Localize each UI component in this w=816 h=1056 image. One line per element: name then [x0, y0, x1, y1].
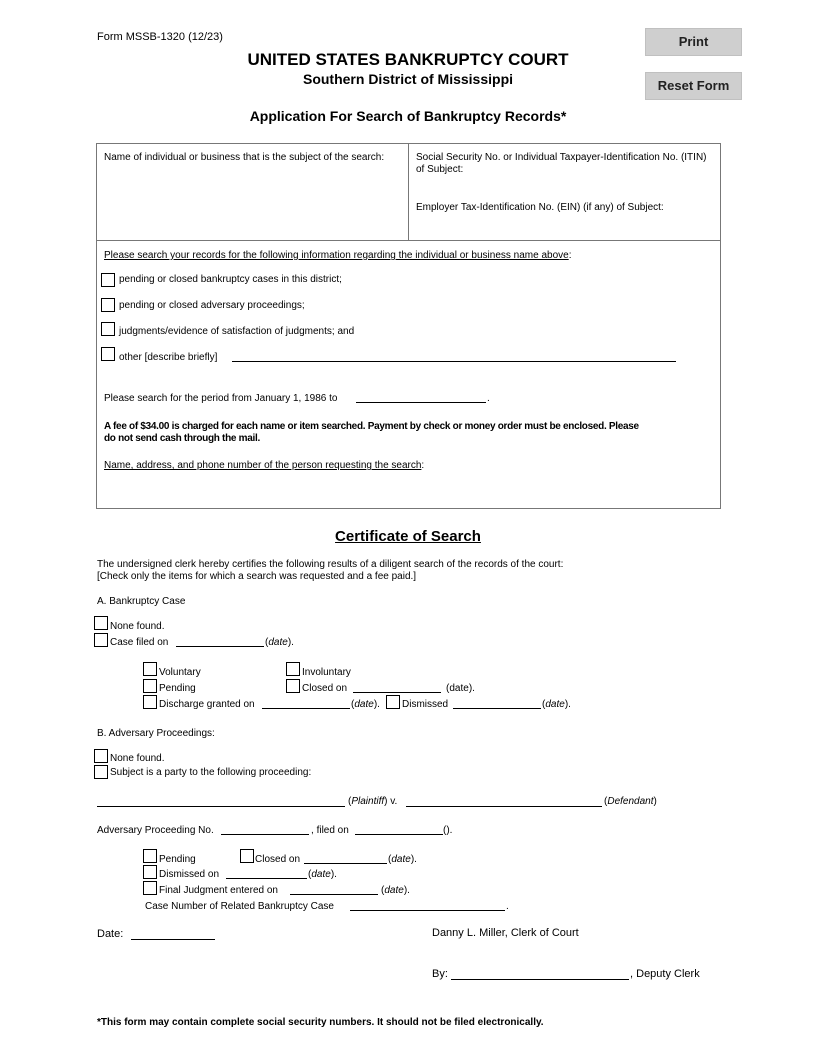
certificate-title: Certificate of Search [335, 528, 481, 545]
form-number: Form MSSB-1320 (12/23) [97, 31, 223, 43]
reset-form-button[interactable]: Reset Form [645, 72, 742, 100]
final-judgment-date-line[interactable] [290, 894, 378, 895]
checkbox-final-judgment[interactable] [143, 881, 157, 895]
search-period-end-line[interactable] [356, 402, 486, 403]
adv-filed-date-line[interactable] [355, 834, 443, 835]
a-closed-date-line[interactable] [353, 692, 441, 693]
certificate-intro-1: The undersigned clerk hereby certifies the following results of a diligent search of the records of the court: [97, 559, 564, 570]
search-instruction: Please search your records for the following information regarding the individual or business name above: [104, 250, 572, 261]
certificate-intro-2: [Check only the items for which a search was requested and a fee paid.] [97, 571, 417, 582]
subject-name-label: Name of individual or business that is the subject of the search: [104, 152, 385, 163]
final-judgment-date-italic: date [384, 885, 404, 896]
dismissed-date-line[interactable] [453, 708, 541, 709]
adv-filed-date: (). [443, 825, 453, 836]
discharge-date: (date). [351, 699, 380, 710]
adv-filed-on: , filed on [311, 825, 349, 836]
checkbox-b-subject-party[interactable] [94, 765, 108, 779]
by-line[interactable] [451, 979, 629, 980]
a-none-found-label: None found. [110, 621, 165, 632]
checkbox-b-pending[interactable] [143, 849, 157, 863]
plaintiff-caption: (Plaintiff) v. [348, 796, 398, 807]
district-title: Southern District of Mississippi [302, 71, 514, 87]
checkbox-judgments[interactable] [101, 322, 115, 336]
discharge-date-line[interactable] [262, 708, 350, 709]
b-closed-date-line[interactable] [304, 863, 387, 864]
adv-filed-on-text: filed on [316, 825, 349, 836]
involuntary-label: Involuntary [302, 667, 351, 678]
adv-proc-no-line[interactable] [221, 834, 309, 835]
b-none-found-label: None found. [110, 753, 165, 764]
application-title: Application For Search of Bankruptcy Records* [249, 108, 567, 124]
final-judgment-label: Final Judgment entered on [159, 885, 278, 896]
court-title: UNITED STATES BANKRUPTCY COURT [247, 50, 569, 69]
plaintiff-line[interactable] [97, 806, 345, 807]
box-divider-vertical [408, 143, 409, 240]
versus-text: v. [390, 796, 398, 807]
defendant-italic: Defendant [607, 796, 654, 807]
dismissed-date-italic: date [545, 699, 565, 710]
option-bankruptcy-cases: pending or closed bankruptcy cases in this district; [119, 274, 342, 285]
a-case-filed-date-line[interactable] [176, 646, 264, 647]
b-dismissed-date-line[interactable] [226, 878, 307, 879]
option-adversary-proceedings: pending or closed adversary proceedings; [119, 300, 305, 311]
checkbox-a-pending[interactable] [143, 679, 157, 693]
dismissed-label: Dismissed [402, 699, 449, 710]
b-subject-party-label: Subject is a party to the following proceeding: [110, 767, 312, 778]
checkbox-other[interactable] [101, 347, 115, 361]
b-dismissed-date: (date). [308, 869, 337, 880]
search-period-label: Please search for the period from January 1, 1986 to [104, 393, 338, 404]
date-label: Date: [97, 928, 124, 940]
checkbox-voluntary[interactable] [143, 662, 157, 676]
search-instruction-text: Please search your records for the following information regarding the individual or business name above [104, 250, 569, 261]
section-b-heading: B. Adversary Proceedings: [97, 728, 215, 739]
checkbox-discharge[interactable] [143, 695, 157, 709]
checkbox-a-case-filed[interactable] [94, 633, 108, 647]
discharge-label: Discharge granted on [159, 699, 255, 710]
b-pending-label: Pending [159, 854, 196, 865]
requester-label: Name, address, and phone number of the person requesting the search: [104, 460, 425, 471]
period-dot: . [487, 393, 490, 404]
ein-label: Employer Tax-Identification No. (EIN) (if any) of Subject: [416, 202, 664, 213]
a-closed-date: (date). [446, 683, 475, 694]
related-case-dot: . [506, 901, 509, 912]
a-case-filed-label: Case filed on [110, 637, 169, 648]
checkbox-involuntary[interactable] [286, 662, 300, 676]
plaintiff-italic: Plaintiff [351, 796, 385, 807]
a-pending-label: Pending [159, 683, 196, 694]
discharge-date-italic: date [354, 699, 374, 710]
dismissed-date: (date). [542, 699, 571, 710]
checkbox-b-dismissed[interactable] [143, 865, 157, 879]
a-closed-date-text: date [449, 683, 469, 694]
checkbox-dismissed[interactable] [386, 695, 400, 709]
option-judgments: judgments/evidence of satisfaction of judgments; and [119, 326, 355, 337]
checkbox-a-closed[interactable] [286, 679, 300, 693]
b-dismissed-date-italic: date [311, 869, 331, 880]
deputy-clerk: , Deputy Clerk [630, 968, 700, 980]
deputy-clerk-text: Deputy Clerk [636, 968, 700, 980]
checkbox-b-none-found[interactable] [94, 749, 108, 763]
requester-label-text: Name, address, and phone number of the person requesting the search [104, 460, 422, 471]
section-a-heading: A. Bankruptcy Case [97, 596, 186, 607]
voluntary-label: Voluntary [159, 667, 201, 678]
footer-note: *This form may contain complete social security numbers. It should not be filed electronically. [97, 1017, 544, 1028]
b-closed-label: Closed on [255, 854, 301, 865]
defendant-caption: (Defendant) [604, 796, 657, 807]
ssn-label: Social Security No. or Individual Taxpayer-Identification No. (ITIN) of Subject: [416, 152, 707, 175]
fee-text-line-2: do not send cash through the mail. [104, 433, 260, 444]
other-description-line[interactable] [232, 361, 676, 362]
b-dismissed-label: Dismissed on [159, 869, 220, 880]
b-closed-date: (date). [388, 854, 417, 865]
b-closed-date-italic: date [391, 854, 411, 865]
date-line[interactable] [131, 939, 215, 940]
checkbox-b-closed[interactable] [240, 849, 254, 863]
print-button[interactable]: Print [645, 28, 742, 56]
a-case-filed-date: (date). [265, 637, 294, 648]
related-case-label: Case Number of Related Bankruptcy Case [145, 901, 334, 912]
fee-text-line-1: A fee of $34.00 is charged for each name or item searched. Payment by check or money order must be enclosed. Please [104, 421, 639, 432]
checkbox-bankruptcy-cases[interactable] [101, 273, 115, 287]
a-closed-label: Closed on [302, 683, 348, 694]
option-other: other [describe briefly] [119, 352, 218, 363]
adv-proc-no-label: Adversary Proceeding No. [97, 825, 214, 836]
related-case-line[interactable] [350, 910, 505, 911]
by-label: By: [432, 968, 448, 980]
a-case-filed-date-italic: date [268, 637, 288, 648]
defendant-line[interactable] [406, 806, 602, 807]
checkbox-adversary-proceedings[interactable] [101, 298, 115, 312]
box-divider-horizontal [96, 240, 721, 241]
final-judgment-date: (date). [381, 885, 410, 896]
checkbox-a-none-found[interactable] [94, 616, 108, 630]
clerk-name: Danny L. Miller, Clerk of Court [432, 927, 579, 939]
